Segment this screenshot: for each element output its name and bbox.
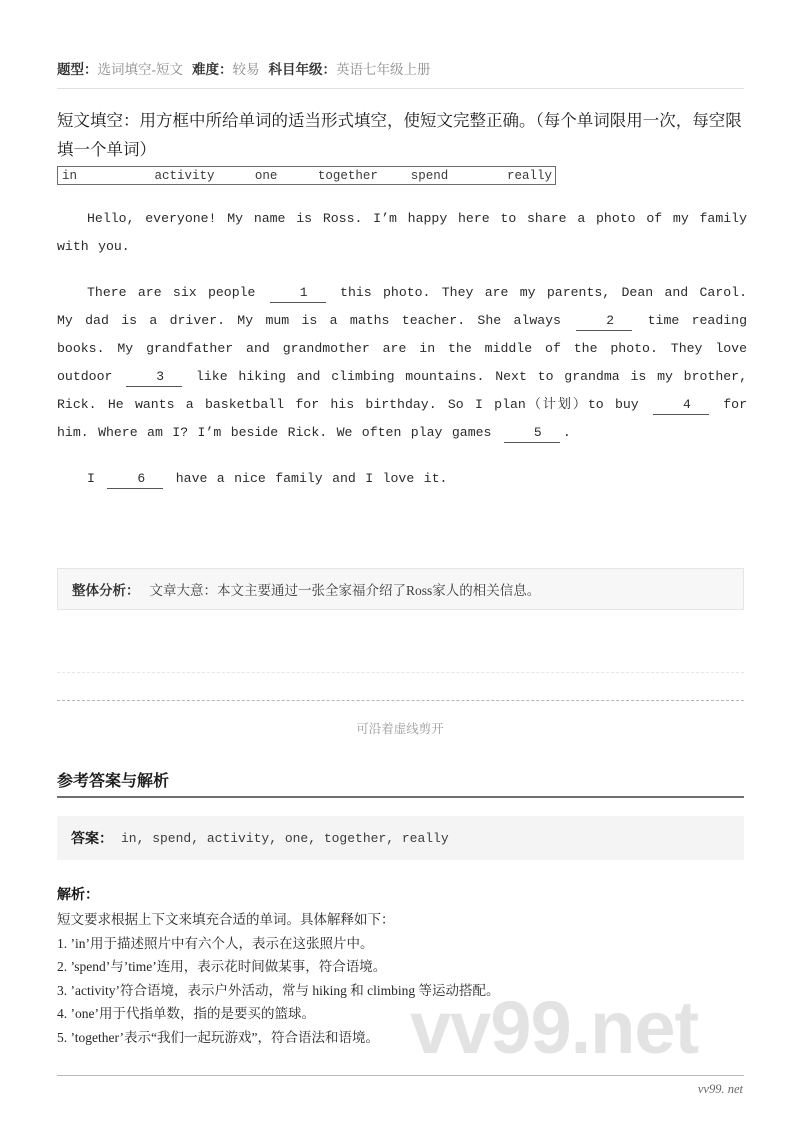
explanation-item: 4. ’one’用于代指单数，指的是要买的篮球。 [57, 1006, 315, 1021]
question-type-value: 选词填空-短文 [97, 62, 183, 77]
explanation-item: 2. ’spend’与’time’连用，表示花时间做某事，符合语境。 [57, 959, 387, 974]
passage-text: . [562, 425, 571, 440]
overall-analysis-box [57, 568, 744, 610]
word-bank-item: really [507, 168, 553, 183]
passage-text: There are six people [87, 285, 267, 300]
instruction-text: 短文填空：用方框中所给单词的适当形式填空，使短文完整正确。（每个单词限用一次，每空限填一个单词） [57, 111, 742, 159]
passage-paragraph [57, 205, 747, 261]
answer-blank[interactable]: 2 [576, 312, 632, 331]
answer-blank[interactable]: 3 [126, 368, 182, 387]
answer-label: 答案： [71, 832, 113, 847]
explanation-item: 5. ’together’表示“我们一起玩游戏”，符合语法和语境。 [57, 1029, 379, 1045]
question-type-label: 题型： [57, 62, 98, 77]
answer-blank[interactable]: 4 [653, 396, 709, 415]
overall-analysis-text: 文章大意：本文主要通过一张全家福介绍了Ross家人的相关信息。 [149, 583, 541, 598]
subject-grade-value: 英语七年级上册 [336, 62, 431, 77]
cut-line-faint [57, 672, 744, 673]
explanation-intro: 短文要求根据上下文来填充合适的单词。具体解释如下： [57, 912, 395, 927]
passage-text: like hiking and climbing mountains. Next to grandma is my brother, Rick. He wants a basketball for his birthday. So I plan（计划）to buy [57, 369, 747, 412]
passage-text: this photo. They are my parents, Dean and Carol. My dad is a driver. My mum is a maths teacher. She always [57, 285, 747, 328]
document-meta [57, 58, 440, 78]
cut-line-dashed [57, 700, 744, 701]
explanation-body [57, 908, 747, 1049]
difficulty-value: 较易 [232, 62, 260, 77]
answer-value: in, spend, activity, one, together, really [121, 830, 449, 846]
passage-text: time reading books. My grandfather and grandmother are in the middle of the photo. They love outdoor [57, 313, 747, 384]
passage-paragraph [57, 465, 747, 493]
difficulty-label: 难度： [192, 62, 233, 77]
word-bank-item: spend [410, 168, 449, 183]
passage-paragraph [57, 279, 747, 447]
passage-text: for him. Where am I? I’m beside Rick. We often play games [57, 397, 747, 440]
watermark-text: vv99.net [410, 986, 699, 1069]
footer-site-text: vv99. net [697, 1082, 743, 1096]
explanation-item: 3. ’activity’符合语境，表示户外活动，常与 hiking 和 climbing 等运动搭配。 [57, 982, 500, 998]
cut-line-label: 可沿着虚线剪开 [356, 722, 444, 736]
word-bank-box [57, 166, 556, 185]
word-bank-item: one [254, 168, 278, 183]
word-bank-item: together [317, 168, 378, 183]
answer-blank[interactable]: 6 [107, 470, 163, 489]
passage-text: Hello, everyone! My name is Ross. I’m happy here to share a photo of my family with you. [57, 211, 747, 254]
answer-blank[interactable]: 1 [270, 284, 326, 303]
answer-section-heading: 参考答案与解析 [57, 773, 170, 790]
overall-analysis-label: 整体分析： [72, 583, 140, 598]
explanation-heading: 解析： [57, 888, 99, 903]
passage-body [57, 205, 747, 493]
answer-box [57, 816, 744, 860]
answer-section-divider [57, 796, 744, 798]
explanation-item: 1. ’in’用于描述照片中有六个人，表示在这张照片中。 [57, 935, 374, 951]
word-bank-item: activity [154, 168, 215, 183]
passage-text: have a nice family and I love it. [166, 471, 448, 486]
word-bank-item: in [62, 168, 78, 183]
header-divider [57, 88, 744, 89]
subject-grade-label: 科目年级： [268, 62, 336, 77]
answer-blank[interactable]: 5 [504, 424, 560, 443]
passage-text: I [87, 471, 105, 486]
footer-divider [57, 1075, 744, 1076]
